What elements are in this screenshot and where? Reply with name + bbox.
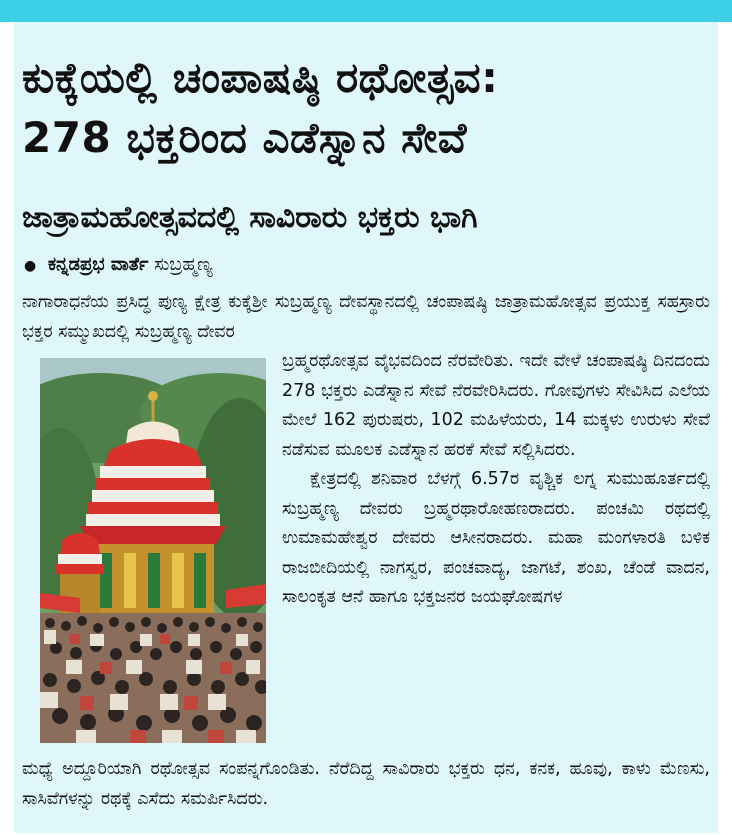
article-paragraph-2: ಕ್ಷೇತ್ರದಲ್ಲಿ ಶನಿವಾರ ಬೆಳಗ್ಗೆ 6.57ರ ವೃಶ್ಚಿಕ ಲಗ್ನ ಸುಮುಹೂರ್ತದಲ್ಲಿ ಸುಬ್ರಹ್ಮಣ್ಯ ದೇವರು ಬ್ರಹ್ಮರಥಾರೋಹಣರಾದರು. ಪಂಚಮಿ ರಥದಲ್ಲಿ ಉಮಾಮಹೇಶ್ವರ ದೇವರು ಆಸೀನರಾದರು. ಮಹಾ ಮಂಗಳಾರತಿ ಬಳಿಕ ರಾಜಬೀದಿಯಲ್ಲಿ ನಾಗಸ್ವರ, ಪಂಚವಾದ್ಯ, ಜಾಗಟೆ, ಶಂಖ, ಚೆಂಡೆ ವಾದನ, ಸಾಲಂಕೃತ ಆನೆ ಹಾಗೂ ಭಕ್ತಜನರ ಜಯಘೋಷಗಳ bbox=[282, 469, 710, 607]
byline-place: ಸುಬ್ರಹ್ಮಣ್ಯ bbox=[154, 254, 213, 275]
chariot-photo bbox=[40, 358, 266, 743]
headline-line-2: 278 ಭಕ್ತರಿಂದ ಎಡೆಸ್ನಾನ ಸೇವೆ bbox=[22, 113, 467, 162]
article-column bbox=[282, 347, 710, 613]
article-paragraph-1: ಬ್ರಹ್ಮರಥೋತ್ಸವ ವೈಭವದಿಂದ ನೆರವೇರಿತು. ಇದೇ ವೇಳೆ ಚಂಪಾಷಷ್ಠಿ ದಿನದಂದು 278 ಭಕ್ತರು ಎಡೆಸ್ನಾನ ಸೇವೆ ನೆರವೇರಿಸಿದರು. ಗೋವುಗಳು ಸೇವಿಸಿದ ಎಲೆಯ ಮೇಲೆ 162 ಪುರುಷರು, 102 ಮಹಿಳೆಯರು, 14 ಮಕ್ಕಳು ಉರುಳು ಸೇವೆ ನಡೆಸುವ ಮೂಲಕ ಎಡೆಸ್ನಾನ ಹರಕೆ ಸೇವೆ ಸಲ್ಲಿಸಿದರು. bbox=[282, 351, 710, 460]
top-accent-bar bbox=[0, 0, 732, 22]
byline bbox=[24, 252, 213, 279]
article-intro: ನಾಗಾರಾಧನೆಯ ಪ್ರಸಿದ್ಧ ಪುಣ್ಯ ಕ್ಷೇತ್ರ ಕುಕ್ಕೆಶ್ರೀ ಸುಬ್ರಹ್ಮಣ್ಯ ದೇವಸ್ಥಾನದಲ್ಲಿ ಚಂಪಾಷಷ್ಠಿ ಜಾತ್ರಾಮಹೋತ್ಸವ ಪ್ರಯುಕ್ತ ಸಹಸ್ರಾರು ಭಕ್ತರ ಸಮ್ಮುಖದಲ್ಲಿ ಸುಬ್ರಹ್ಮಣ್ಯ ದೇವರ bbox=[22, 292, 710, 342]
bullet-icon: ● bbox=[24, 258, 37, 274]
article-closing: ಮಧ್ಯೆ ಅದ್ದೂರಿಯಾಗಿ ರಥೋತ್ಸವ ಸಂಪನ್ನಗೊಂಡಿತು. ನೆರೆದಿದ್ದ ಸಾವಿರಾರು ಭಕ್ತರು ಧನ, ಕನಕ, ಹೂವು, ಕಾಳು ಮೆಣಸು, ಸಾಸಿವೆಗಳನ್ನು ರಥಕ್ಕೆ ಎಸೆದು ಸಮರ್ಪಿಸಿದರು. bbox=[22, 759, 710, 809]
chariot-photo-image bbox=[40, 358, 266, 743]
subheadline: ಜಾತ್ರಾಮಹೋತ್ಸವದಲ್ಲಿ ಸಾವಿರಾರು ಭಕ್ತರು ಭಾಗಿ bbox=[22, 200, 478, 235]
headline bbox=[22, 48, 712, 168]
byline-source: ಕನ್ನಡಪ್ರಭ ವಾರ್ತೆ bbox=[47, 254, 149, 275]
headline-line-1: ಕುಕ್ಕೆಯಲ್ಲಿ ಚಂಪಾಷಷ್ಠಿ ರಥೋತ್ಸವ: bbox=[22, 53, 499, 102]
